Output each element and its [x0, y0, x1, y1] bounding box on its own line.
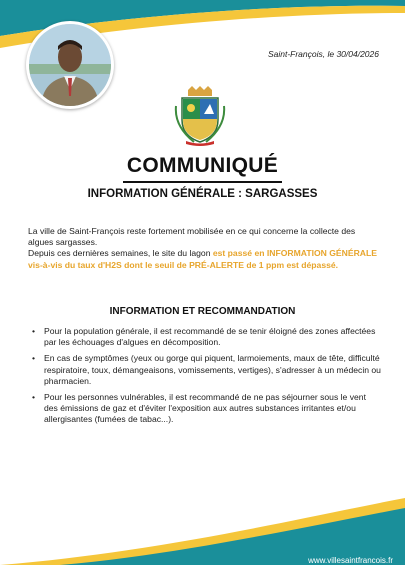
recommendation-list	[32, 326, 382, 431]
intro-text-plain: Depuis ces dernières semaines, le site du lagon	[28, 248, 213, 259]
intro-text	[28, 226, 380, 271]
list-item-text: Pour la population générale, il est recommandé de se tenir éloigné des zones affectées par les échouages d'algues en décomposition.	[44, 326, 376, 348]
bullet-icon: •	[32, 392, 36, 403]
portrait-photo	[26, 21, 114, 109]
title-underline	[123, 181, 282, 183]
section-title: INFORMATION ET RECOMMANDATION	[109, 306, 296, 317]
bullet-icon: •	[32, 326, 36, 336]
list-item	[32, 392, 382, 426]
bullet-icon: •	[32, 353, 36, 364]
list-item	[32, 353, 382, 387]
intro-text-highlight: est passé en INFORMATION GÉNÉRALE vis-à-vis du taux d'H2S dont le seuil de PRÉ-ALERTE de 1 ppm est dépassé.	[28, 248, 377, 270]
page-title: COMMUNIQUÉ	[126, 154, 279, 177]
subtitle: INFORMATION GÉNÉRALE : SARGASSES	[87, 188, 318, 200]
coat-of-arms-icon	[174, 86, 226, 146]
date-line: Saint-François, le 30/04/2026	[267, 49, 379, 59]
website-link[interactable]: www.villesaintfrancois.fr	[308, 556, 393, 565]
list-item-text: Pour les personnes vulnérables, il est recommandé de ne pas séjourner sous le vent des émissions de gaz et d'éviter l'exposition aux autres substances irritantes et/ou allergisantes (fumées de tabac...).	[44, 392, 366, 425]
list-item	[32, 326, 382, 348]
intro-paragraph-alert	[28, 248, 380, 270]
intro-paragraph: La ville de Saint-François reste fortement mobilisée en ce qui concerne la collecte des algues sargasses.	[28, 226, 356, 248]
footer-swoosh	[0, 470, 405, 565]
list-item-text: En cas de symptômes (yeux ou gorge qui piquent, larmoiements, maux de tête, difficulté respiratoire, toux, démangeaisons, vomissements, vertiges), s'adresser à un médecin ou pharmacien.	[44, 353, 381, 386]
